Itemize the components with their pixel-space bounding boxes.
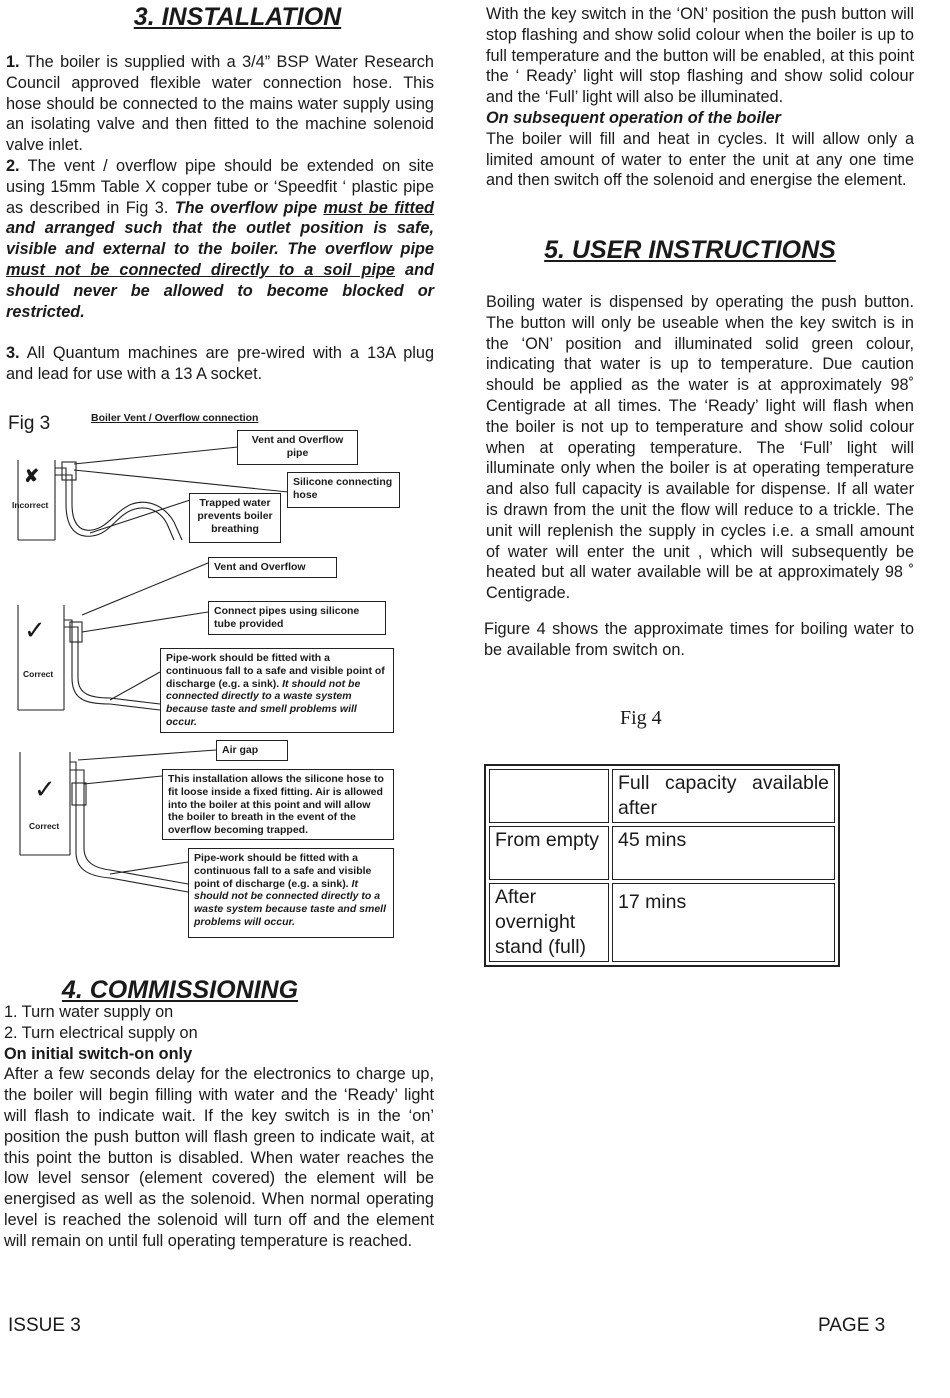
user-instructions-heading: 5. USER INSTRUCTIONS — [544, 236, 836, 264]
fig3-label: Fig 3 — [8, 413, 51, 434]
correct-label-2: Correct — [29, 821, 60, 831]
fig4-intro: Figure 4 shows the approximate times for boiling water to be available from switch on. — [484, 620, 914, 659]
subsequent-text: The boiler will fill and heat in cycles. It will allow only a limited amount of water to enter the unit at any one time and then switch off the solenoid and energise the element. — [486, 129, 914, 190]
installation-item-1: 1. The boiler is supplied with a 3/4” BSP Water Research Council approved flexible water connection hose. This hose should be connected to the mains water supply using an isolating valve and then fitted to the machine solenoid valve inlet. — [6, 53, 434, 155]
commissioning-subheading: On initial switch-on only — [4, 1044, 193, 1063]
installation-item-2: 2. The vent / overflow pipe should be extended on site using 15mm Table X copper tube or ‘Speedfit ‘ plastic pipe as described in Fig 3. The overflow pipe must be fitted and arranged such that the outlet position is safe, visible and external to the boiler. The overflow pipe must not be connected directly to a soil pipe and should never be allowed to become blocked or restricted. — [6, 156, 434, 321]
commissioning-heading: 4. COMMISSIONING — [61, 976, 299, 1004]
installation-body — [6, 52, 434, 385]
callout-silicone-hose: Silicone connecting hose — [287, 472, 400, 508]
table-row — [489, 769, 835, 823]
footer-issue: ISSUE 3 — [8, 1315, 81, 1336]
correct-mark-2: ✓ — [34, 774, 56, 804]
installation-heading: 3. INSTALLATION — [133, 3, 342, 31]
commissioning-step-2: 2. Turn electrical supply on — [4, 1023, 198, 1042]
user-instructions-body: Boiling water is dispensed by operating the push button. The button will only be useable when the key switch is in the ‘ON’ position and illuminated solid green colour, indicating that water is up to temperature. Due caution should be applied as the water is at approximately 98˚ Centigrade at all times. The ‘Ready’ light will flash when the boiler is not up to temperature and show solid colour when at operating temperature. The ‘Full’ light will illuminate only when the boiler is at operating temperature and also full capacity is available for dispense. If all water is drawn from the unit the flow will reduce to a trickle. The unit will replenish the supply in cycles i.e. a small amount of water will enter the unit , which will subsequently be heated but all water available will be at approximately 98 ˚ Centigrade. — [486, 293, 914, 603]
table-row — [489, 826, 835, 880]
callout-trapped-water: Trapped water prevents boiler breathing — [189, 493, 281, 543]
table-cell: 45 mins — [612, 826, 835, 880]
table-header-cell: Full capacity available after — [612, 769, 835, 823]
callout-vent-overflow: Vent and Overflow — [208, 557, 337, 578]
table-cell: 17 mins — [612, 883, 835, 962]
correct-mark-1: ✓ — [24, 615, 46, 645]
commissioning-step-1: 1. Turn water supply on — [4, 1003, 174, 1021]
callout-air-gap: Air gap — [216, 740, 288, 761]
callout-pipework-1: Pipe-work should be fitted with a continuous fall to a safe and visible point of discharge (e.g. a sink). It should not be connected directly to a waste system because taste and smell problems will occur. — [160, 648, 394, 733]
fig4-table — [484, 764, 840, 967]
fig4-label: Fig 4 — [620, 707, 662, 729]
right-top-body — [486, 4, 914, 191]
installation-item-3: 3. All Quantum machines are pre-wired with a 13A plug and lead for use with a 13 A socket. — [6, 344, 434, 383]
correct-label-1: Correct — [23, 669, 54, 679]
commissioning-text: After a few seconds delay for the electronics to charge up, the boiler will begin filling with water and the ‘Ready’ light will flash to indicate wait. If the key switch is in the ‘on’ position the push button will flash green to indicate wait, at this point the button is disabled. When water reaches the low level sensor (element covered) the element will be energised as well as the solenoid. When normal operating level is reached the solenoid will turn off and the element will remain on until full operating temperature is reached. — [4, 1065, 434, 1250]
incorrect-mark: ✘ — [24, 466, 40, 486]
switch-on-text: With the key switch in the ‘ON’ position the push button will stop flashing and show solid colour when the boiler is up to full temperature and the button will be enabled, at this point the ‘ Ready’ light will stop flashing and show solid colour and the ‘Full’ light will also be illuminated. — [486, 5, 914, 107]
subsequent-subheading: On subsequent operation of the boiler — [486, 108, 781, 127]
callout-vent-overflow-pipe: Vent and Overflow pipe — [237, 430, 358, 465]
table-cell: From empty — [489, 826, 609, 880]
commissioning-body — [4, 1002, 434, 1252]
callout-installation-allows: This installation allows the silicone hose to fit loose inside a fixed fitting. Air is allowed into the boiler at this point and will allow the boiler to breath in the event of the overflow becoming trapped. — [162, 769, 394, 840]
table-cell: After overnight stand (full) — [489, 883, 609, 962]
table-row — [489, 883, 835, 962]
callout-pipework-2: Pipe-work should be fitted with a continuous fall to a safe and visible point of discharge (e.g. a sink). It should not be connected directly to a waste system because taste and smell problems will occur. — [188, 848, 394, 938]
incorrect-label: Incorrect — [12, 500, 49, 510]
callout-connect-pipes: Connect pipes using silicone tube provided — [208, 601, 386, 635]
footer-page: PAGE 3 — [818, 1315, 886, 1336]
table-cell — [489, 769, 609, 823]
fig3-title: Boiler Vent / Overflow connection — [91, 412, 259, 424]
